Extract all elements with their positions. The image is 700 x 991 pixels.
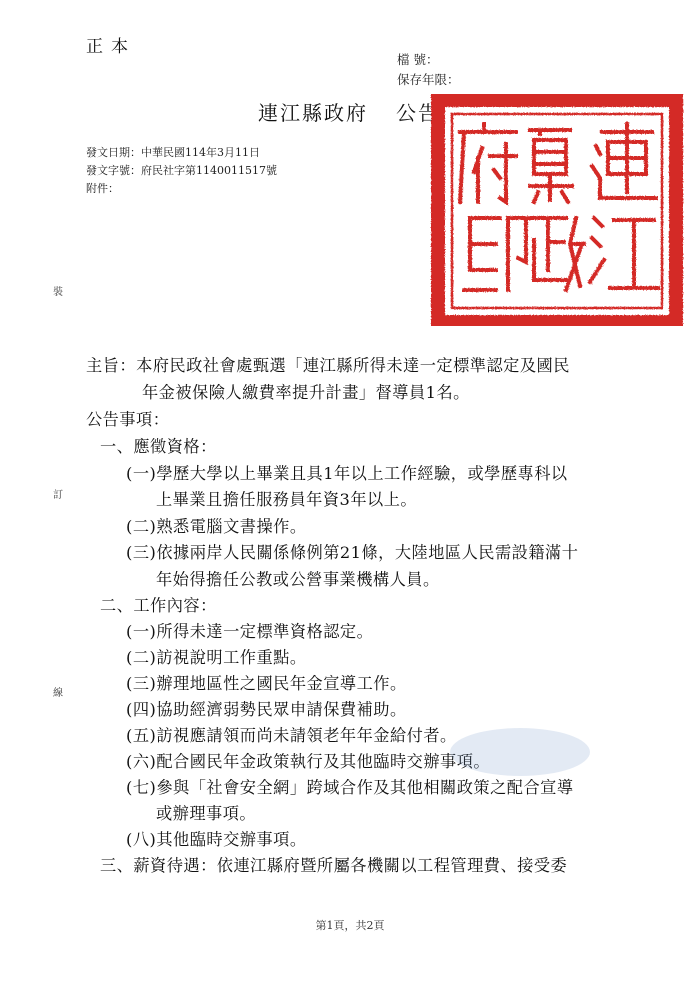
section-1-item-1-cont: 上畢業且擔任服務員年資3年以上。 bbox=[156, 490, 418, 509]
binding-mark-3: 線 bbox=[53, 688, 63, 699]
subject-line-2: 年金被保險人繳費率提升計畫」督導員1名。 bbox=[142, 383, 470, 402]
attachment-label: 附件： bbox=[86, 182, 119, 195]
faint-stamp-mark bbox=[445, 722, 595, 782]
section-2-item-5: (五)訪視應請領而尚未請領老年年金給付者。 bbox=[126, 726, 457, 745]
section-1-heading: 一、應徵資格： bbox=[100, 437, 217, 456]
notice-heading: 公告事項： bbox=[86, 410, 170, 429]
copy-label: 正本 bbox=[86, 37, 136, 57]
doc-number-label: 發文字號： bbox=[86, 164, 141, 177]
document-type: 公告 bbox=[396, 101, 440, 125]
document-title bbox=[258, 97, 440, 126]
section-2-item-4: (四)協助經濟弱勢民眾申請保費補助。 bbox=[126, 700, 407, 719]
section-1-item-3: (三)依據兩岸人民關係條例第21條，大陸地區人民需設籍滿十 bbox=[126, 543, 579, 562]
section-1-item-2: (二)熟悉電腦文書操作。 bbox=[126, 517, 307, 536]
attachment-row bbox=[86, 180, 119, 196]
section-2-item-2: (二)訪視說明工作重點。 bbox=[126, 648, 307, 667]
section-2-item-3: (三)辦理地區性之國民年金宣導工作。 bbox=[126, 674, 407, 693]
section-2-item-7-cont: 或辦理事項。 bbox=[156, 804, 257, 823]
page-footer: 第1頁，共2頁 bbox=[315, 919, 385, 932]
retention-period-label: 保存年限： bbox=[397, 72, 460, 87]
file-number-label: 檔 號： bbox=[397, 52, 439, 67]
section-2-item-8: (八)其他臨時交辦事項。 bbox=[126, 830, 307, 849]
section-2-item-7: (七)參與「社會安全網」跨域合作及其他相關政策之配合宣導 bbox=[126, 778, 574, 797]
section-3-text: 三、薪資待遇：依連江縣府暨所屬各機關以工程管理費、接受委 bbox=[100, 856, 568, 875]
subject-label: 主旨： bbox=[86, 356, 137, 375]
issue-date-value: 中華民國114年3月11日 bbox=[141, 146, 260, 159]
issue-date-label: 發文日期： bbox=[86, 146, 141, 159]
section-2-heading: 二、工作內容： bbox=[100, 596, 217, 615]
binding-mark-1: 裝 bbox=[53, 287, 63, 298]
binding-mark-2: 訂 bbox=[53, 490, 63, 501]
issue-date-row bbox=[86, 144, 260, 160]
doc-number-row bbox=[86, 162, 277, 178]
official-seal bbox=[430, 94, 684, 326]
subject-line-1 bbox=[86, 352, 570, 376]
subject-text-1: 本府民政社會處甄選「連江縣所得未達一定標準認定及國民 bbox=[136, 356, 570, 375]
section-1-item-1: (一)學歷大學以上畢業且具1年以上工作經驗，或學歷專科以 bbox=[126, 464, 568, 483]
agency-name: 連江縣政府 bbox=[258, 101, 368, 125]
section-2-item-1: (一)所得未達一定標準資格認定。 bbox=[126, 622, 374, 641]
section-2-item-6: (六)配合國民年金政策執行及其他臨時交辦事項。 bbox=[126, 752, 491, 771]
doc-number-value: 府民社字第1140011517號 bbox=[141, 164, 277, 177]
section-1-item-3-cont: 年始得擔任公教或公營事業機構人員。 bbox=[156, 570, 440, 589]
